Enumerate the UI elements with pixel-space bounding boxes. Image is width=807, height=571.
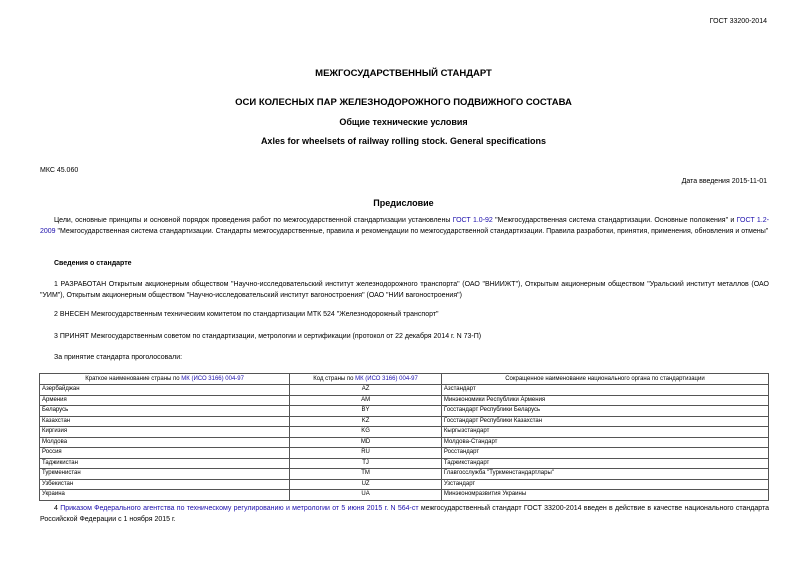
country-name-cell: Молдова [40,437,290,448]
item-order-text: межгосударственный стандарт ГОСТ 33200-2014 введен в действие в качестве национального стандарта Российской Федерации с 1 ноября 2015 г. [40,505,769,523]
standards-body-cell: Азстандарт [441,385,768,396]
country-name-cell: Казахстан [40,416,290,427]
mk-iso-link[interactable]: МК (ИСО 3166) 004-97 [355,375,418,382]
standards-body-cell: Росстандарт [441,448,768,459]
voted-label: За принятие стандарта проголосовали: [54,354,183,361]
standards-body-cell: Узстандарт [441,479,768,490]
intro-text-2: "Межгосударственная система стандартизации. Основные положения" и [492,217,737,224]
country-name-cell: Узбекистан [40,479,290,490]
country-code-cell: TM [290,469,442,480]
gost-1-0-link[interactable]: ГОСТ 1.0-92 [452,217,493,224]
country-name-cell: Азербайджан [40,385,290,396]
standards-body-cell: Кыргызстандарт [441,427,768,438]
standards-body-header: Сокращенное наименование национального органа по стандартизации [441,374,768,385]
country-code-cell: BY [290,406,442,417]
country-name-cell: Армения [40,395,290,406]
item-adopted: 3 ПРИНЯТ Межгосударственным советом по стандартизации, метрологии и сертификации (протокол от 22 декабря 2014 г. N 73-П) [54,333,482,340]
country-code-cell: UZ [290,479,442,490]
doc-code: ГОСТ 33200-2014 [709,18,767,25]
mks-code: МКС 45.060 [40,167,79,174]
standards-body-cell: Молдова-Стандарт [441,437,768,448]
country-code-cell: KZ [290,416,442,427]
foreword-heading: Предисловие [373,198,434,208]
country-code-cell: UA [290,490,442,501]
item-developed: 1 РАЗРАБОТАН Открытым акционерным обществом "Научно-исследовательский институт железнодорожного транспорта" (ОАО "ВНИИЖТ"), Открытым акционерным обществом "Уральский институт металлов (ОАО "УИМ"), Открытым акционерным обществом "Научно-исследовательский институт вагоностроения" (ОАО "НИИ вагоностроения") [40,281,769,299]
country-code-cell: AM [290,395,442,406]
standard-type: МЕЖГОСУДАРСТВЕННЫЙ СТАНДАРТ [315,68,492,79]
standards-body-cell: Таджикстандарт [441,458,768,469]
table-header-row [40,374,769,385]
country-code-cell: MD [290,437,442,448]
document-title: ОСИ КОЛЕСНЫХ ПАР ЖЕЛЕЗНОДОРОЖНОГО ПОДВИЖНОГО СОСТАВА [235,97,572,108]
table-row [40,395,769,406]
country-code-cell: RU [290,448,442,459]
country-name-cell: Таджикистан [40,458,290,469]
country-code-cell: TJ [290,458,442,469]
mk-iso-link[interactable]: МК (ИСО 3166) 004-97 [181,375,244,382]
foreword-intro [40,216,769,237]
standards-body-cell: Госстандарт Республики Беларусь [441,406,768,417]
intro-text-3: "Межгосударственная система стандартизации. Стандарты межгосударственные, правила и рекомендации по межгосударственной стандартизации. Правила разработки, принятия, применения, обновления и отмены" [55,227,769,235]
standards-body-cell: Минэкономразвития Украины [441,490,768,501]
item-submitted: 2 ВНЕСЕН Межгосударственным техническим комитетом по стандартизации МТК 524 "Железнодорожный транспорт" [54,311,439,318]
country-name-cell: Туркменистан [40,469,290,480]
country-name-cell: Россия [40,448,290,459]
table-row [40,479,769,490]
gost-1-2-link[interactable]: ГОСТ 1.2-2009 [40,217,769,235]
voting-countries-table [39,373,769,501]
country-code-header [290,374,442,385]
table-row [40,406,769,417]
table-row [40,427,769,438]
standards-body-cell: Госстандарт Республики Казахстан [441,416,768,427]
country-name-cell: Украина [40,490,290,501]
document-title-english: Axles for wheelsets of railway rolling stock. General specifications [260,136,547,146]
country-code-cell: AZ [290,385,442,396]
standards-body-cell: Главгосслужба "Туркменстандартлары" [441,469,768,480]
table-row [40,416,769,427]
introduction-date: Дата введения 2015-11-01 [681,178,767,185]
table-row [40,490,769,501]
table-row [40,448,769,459]
document-subtitle: Общие технические условия [339,117,468,127]
country-name-header [40,374,290,385]
item-order [40,504,769,525]
table-row [40,458,769,469]
country-name-cell: Беларусь [40,406,290,417]
table-row [40,385,769,396]
country-name-cell: Киргизия [40,427,290,438]
rosstandart-order-link[interactable]: Приказом Федерального агентства по техническому регулированию и метрологии от 5 июня 2015 г. N 564-ст [60,505,419,512]
country-code-cell: KG [290,427,442,438]
header-text: Код страны по [313,375,356,382]
standard-info-heading: Сведения о стандарте [54,260,132,267]
intro-text-1: Цели, основные принципы и основной порядок проведения работ по межгосударственной стандартизации установлены [54,217,453,224]
table-row [40,469,769,480]
item-order-number: 4 [54,505,61,512]
table-row [40,437,769,448]
standards-body-cell: Минэкономики Республики Армения [441,395,768,406]
header-text: Краткое наименование страны по [85,375,182,382]
